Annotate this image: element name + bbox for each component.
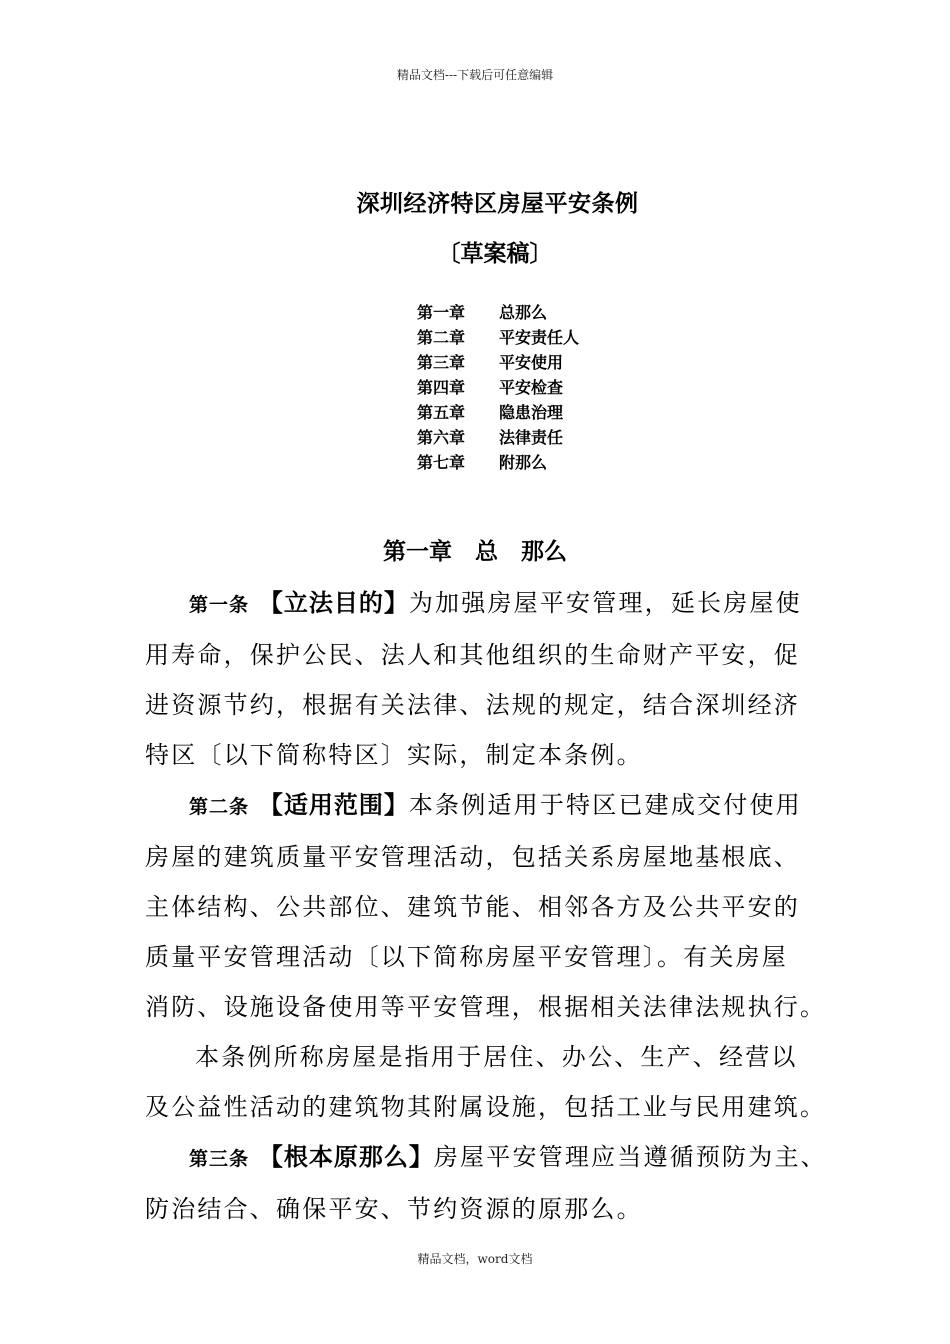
article-text-line: 用寿命，保护公民、法人和其他组织的生命财产平安，促 (145, 641, 800, 669)
article-text-line: 房屋平安管理应当遵循预防为主、 (433, 1143, 827, 1171)
article-1 (145, 578, 810, 780)
toc-item (417, 375, 579, 400)
toc-chapter-number: 第六章 (417, 428, 466, 447)
toc-chapter-number: 第七章 (417, 453, 466, 472)
toc-chapter-name: 总那么 (499, 303, 548, 322)
article-text-line: 特区〔以下简称特区〕实际，制定本条例。 (145, 741, 643, 769)
article-title: 【立法目的】 (258, 589, 409, 617)
article-text-line: 质量平安管理活动〔以下简称房屋平安管理〕。有关房屋 (145, 943, 788, 971)
article-title: 【根本原那么】 (258, 1143, 434, 1171)
toc-chapter-name: 附那么 (499, 453, 548, 472)
toc-chapter-number: 第三章 (417, 353, 466, 372)
article-text-line: 进资源节约，根据有关法律、法规的规定，结合深圳经济 (145, 691, 800, 719)
table-of-contents (417, 300, 579, 475)
article-text-line: 房屋的建筑质量平安管理活动，包括关系房屋地基根底、 (145, 843, 800, 871)
article-title: 【适用范围】 (258, 791, 409, 819)
article-text-line: 为加强房屋平安管理，延长房屋使 (408, 589, 802, 617)
article-2 (145, 780, 827, 1132)
article-first-line (145, 578, 810, 630)
article-number: 第三条 (189, 1148, 250, 1170)
document-body (145, 578, 827, 1234)
toc-chapter-name: 隐患治理 (499, 403, 564, 422)
article-3 (145, 1132, 827, 1234)
toc-chapter-name: 法律责任 (499, 428, 564, 447)
article-text-line: 防治结合、确保平安、节约资源的原那么。 (145, 1195, 643, 1223)
toc-chapter-number: 第一章 (417, 303, 466, 322)
article-text-line: 本条例所称房屋是指用于居住、办公、生产、经营以 (195, 1043, 798, 1071)
toc-chapter-name: 平安检查 (499, 378, 564, 397)
article-text-line: 及公益性活动的建筑物其附属设施，包括工业与民用建筑。 (145, 1093, 827, 1121)
toc-item (417, 350, 579, 375)
toc-chapter-number: 第五章 (417, 403, 466, 422)
article-first-line (145, 780, 810, 832)
toc-item (417, 425, 579, 450)
article-number: 第二条 (189, 796, 250, 818)
article-text-line: 主体结构、公共部位、建筑节能、相邻各方及公共平安的 (145, 893, 800, 921)
page-header: 精品文档---下载后可任意编辑 (396, 68, 554, 82)
article-first-line (145, 1132, 827, 1184)
page-footer: 精品文档，word文档 (417, 1252, 533, 1266)
toc-item (417, 400, 579, 425)
toc-chapter-number: 第二章 (417, 328, 466, 347)
toc-item (417, 325, 579, 350)
chapter-heading: 第一章 总 那么 (383, 539, 567, 565)
document-subtitle: 〔草案稿〕 (437, 241, 553, 267)
document-title: 深圳经济特区房屋平安条例 (356, 191, 639, 217)
toc-item (417, 450, 579, 475)
article-number: 第一条 (189, 594, 250, 616)
toc-chapter-number: 第四章 (417, 378, 466, 397)
toc-item (417, 300, 579, 325)
toc-chapter-name: 平安使用 (499, 353, 564, 372)
article-text-line: 本条例适用于特区已建成交付使用 (408, 791, 802, 819)
article-text-line: 消防、设施设备使用等平安管理，根据相关法律法规执行。 (145, 993, 827, 1021)
toc-chapter-name: 平安责任人 (499, 328, 580, 347)
